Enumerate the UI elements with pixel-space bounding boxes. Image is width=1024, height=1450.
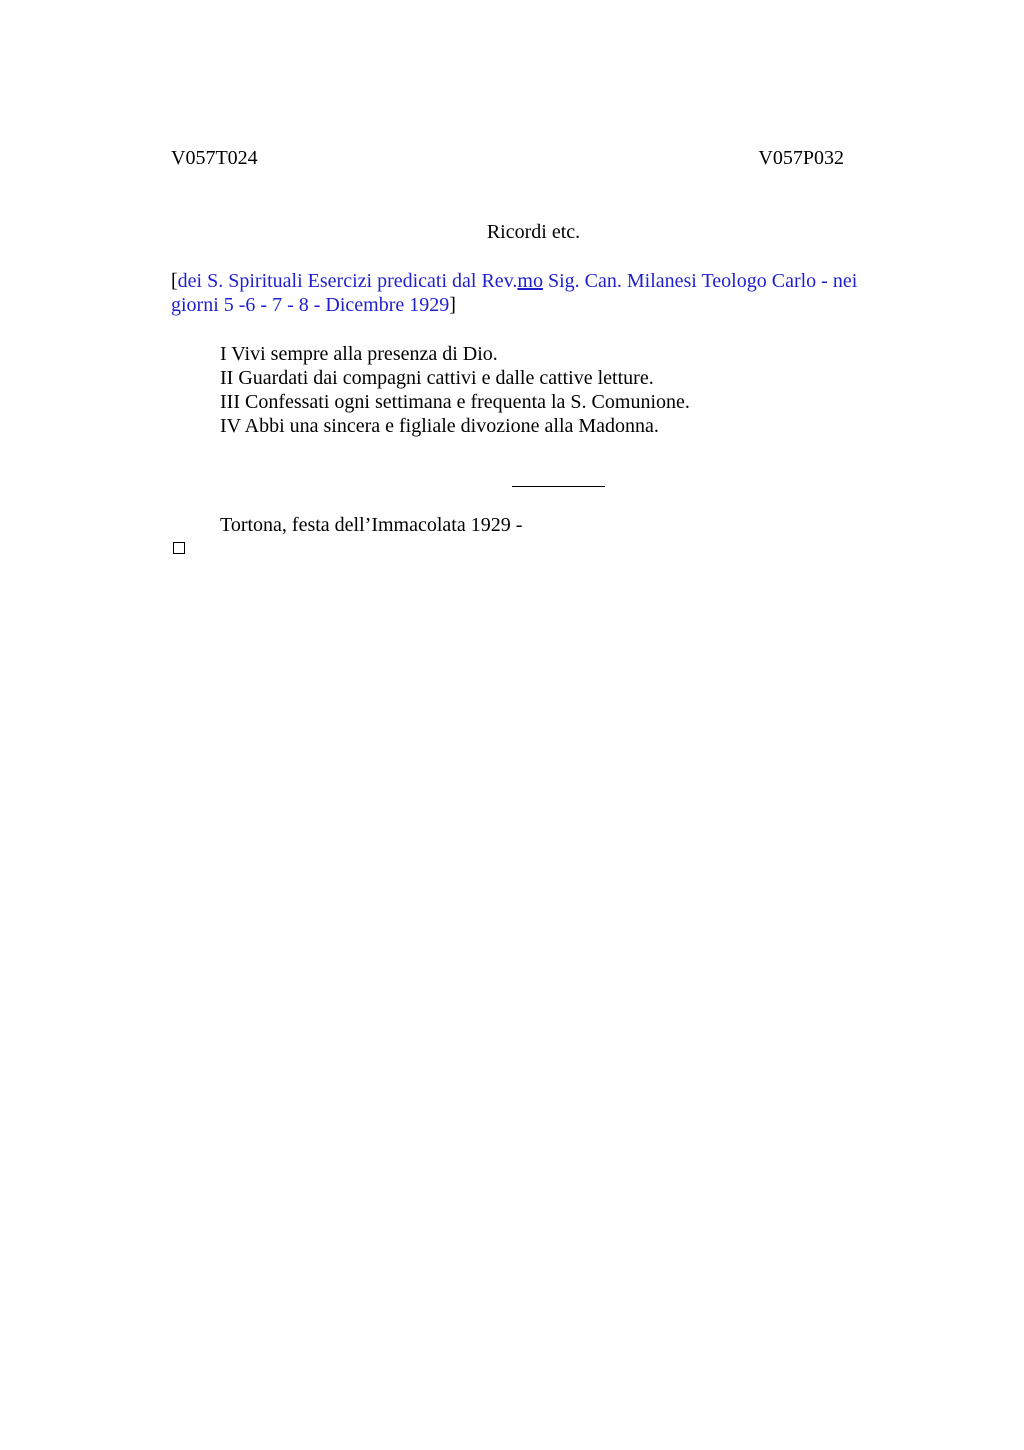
list-item: III Confessati ogni settimana e frequenta la S. Comunione. <box>220 391 690 413</box>
closing-line: Tortona, festa dell’Immacolata 1929 - <box>220 514 523 536</box>
section-divider <box>512 486 605 487</box>
subtitle-open-bracket: [ <box>171 270 178 292</box>
subtitle-text-part1: dei S. Spirituali Esercizi predicati dal Rev. <box>177 270 518 292</box>
subtitle-text-part2: Sig. Can. Milanesi Teologo Carlo - nei giorni 5 -6 - 7 - 8 - Dicembre 1929 <box>171 270 858 316</box>
document-subtitle <box>171 269 861 317</box>
document-code-left: V057T024 <box>171 147 258 169</box>
list-item: II Guardati dai compagni cattivi e dalle cattive letture. <box>220 367 654 389</box>
document-title: Ricordi etc. <box>486 221 581 243</box>
checkbox-square-icon <box>173 542 185 554</box>
subtitle-close-bracket: ] <box>449 294 456 316</box>
list-item: I Vivi sempre alla presenza di Dio. <box>220 343 498 365</box>
document-code-right: V057P032 <box>758 147 844 169</box>
recommendations-list <box>220 342 690 438</box>
subtitle-superscript: mo <box>517 270 543 292</box>
list-item: IV Abbi una sincera e figliale divozione alla Madonna. <box>220 415 659 437</box>
